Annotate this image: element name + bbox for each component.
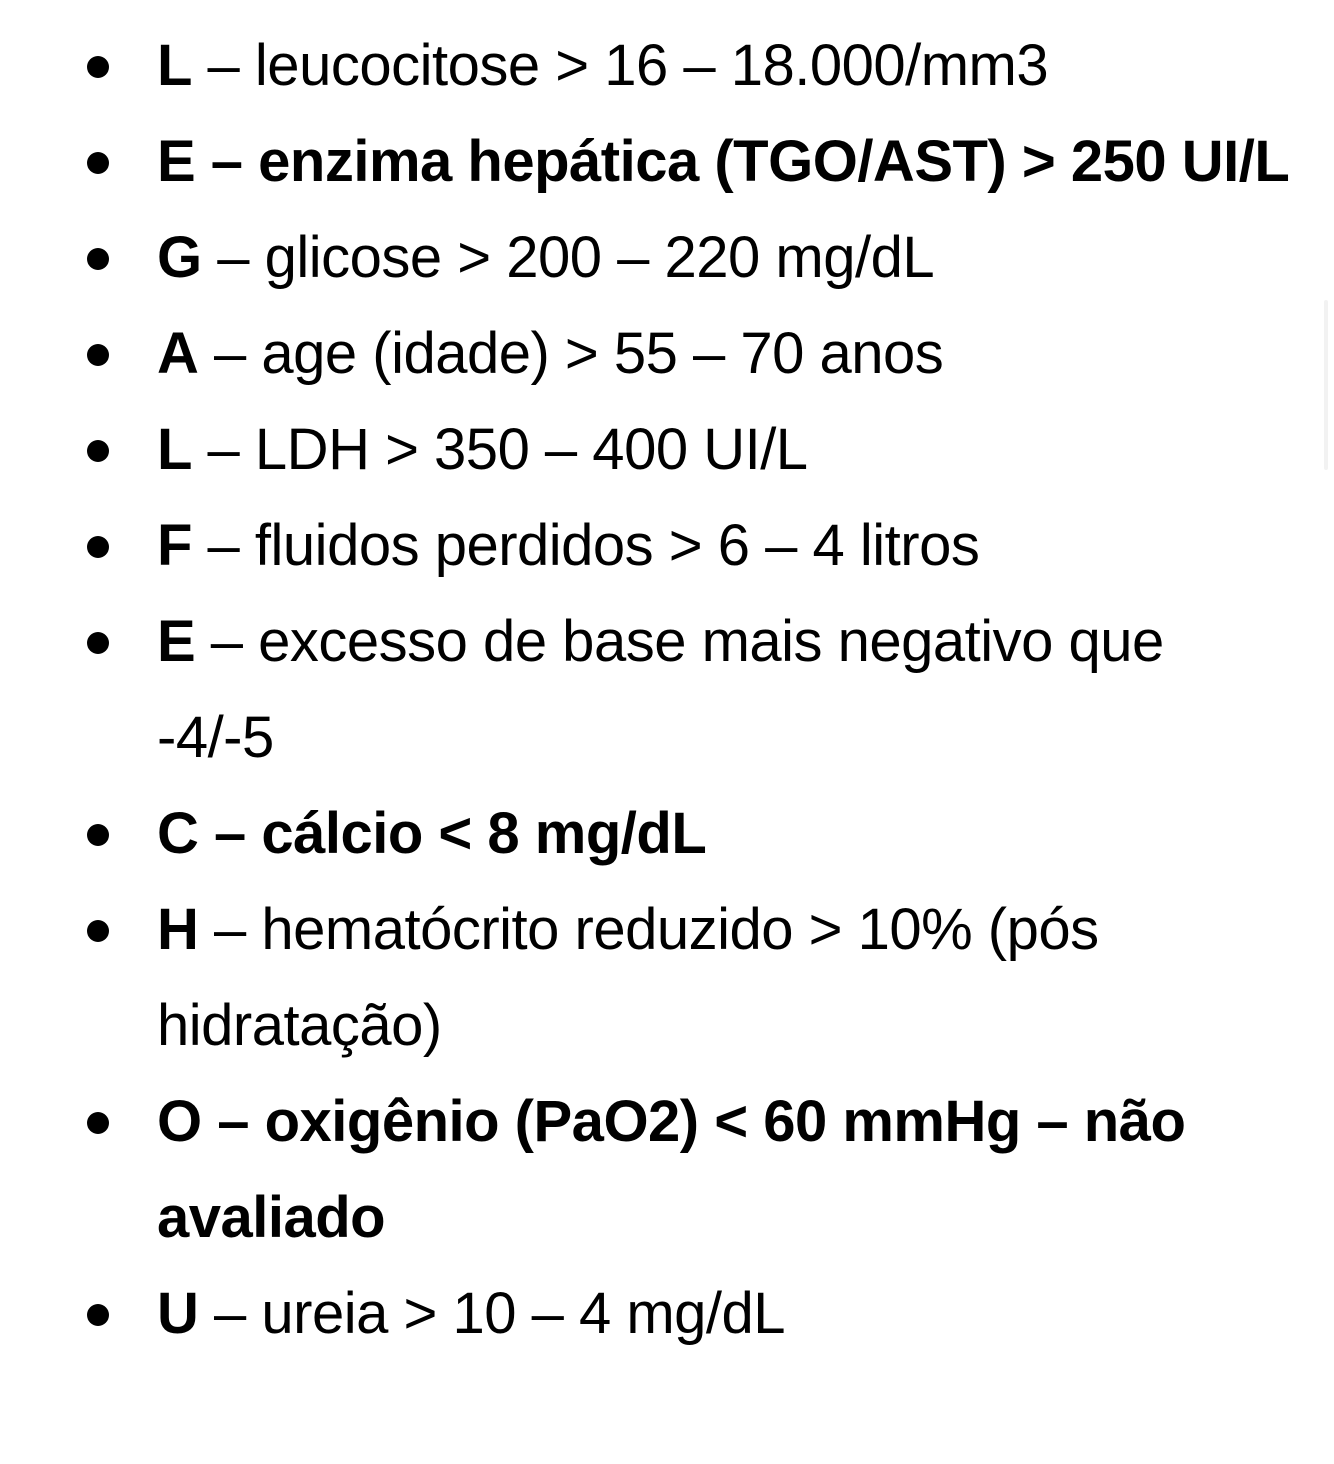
criteria-letter: E (157, 609, 196, 674)
criteria-text: – hematócrito reduzido > 10% (pós hidratação) (157, 897, 1099, 1058)
criteria-item-leucocitose (0, 18, 1334, 114)
bullet-icon (87, 344, 109, 366)
bullet-icon (87, 1304, 109, 1326)
criteria-text: – fluidos perdidos > 6 – 4 litros (191, 513, 980, 578)
criteria-item-hematocrito (0, 882, 1334, 1074)
criteria-item-oxigenio (0, 1074, 1334, 1266)
criteria-letter: G (157, 225, 202, 290)
criteria-text: – age (idade) > 55 – 70 anos (198, 321, 944, 386)
scrollbar[interactable] (1324, 300, 1328, 470)
criteria-letter: O (157, 1089, 202, 1154)
bullet-icon (87, 1112, 109, 1134)
criteria-text: – leucocitose > 16 – 18.000/mm3 (191, 33, 1049, 98)
criteria-letter: L (157, 33, 192, 98)
criteria-letter: H (157, 897, 199, 962)
criteria-item-enzima-hepatica (0, 114, 1334, 210)
criteria-letter: A (157, 321, 199, 386)
criteria-text: – excesso de base mais negativo que -4/-5 (157, 609, 1164, 770)
criteria-item-ldh (0, 402, 1334, 498)
bullet-icon (87, 56, 109, 78)
criteria-letter: C (157, 801, 199, 866)
criteria-text: – cálcio < 8 mg/dL (198, 801, 707, 866)
bullet-icon (87, 632, 109, 654)
criteria-item-excesso-de-base (0, 594, 1334, 786)
bullet-icon (87, 152, 109, 174)
criteria-letter: U (157, 1281, 199, 1346)
criteria-list (0, 18, 1334, 1362)
criteria-letter: L (157, 417, 192, 482)
criteria-text: – ureia > 10 – 4 mg/dL (198, 1281, 786, 1346)
criteria-text: – LDH > 350 – 400 UI/L (191, 417, 808, 482)
criteria-item-ureia (0, 1266, 1334, 1362)
criteria-item-age (0, 306, 1334, 402)
criteria-letter: F (157, 513, 192, 578)
criteria-item-calcio (0, 786, 1334, 882)
bullet-icon (87, 536, 109, 558)
bullet-icon (87, 824, 109, 846)
bullet-icon (87, 440, 109, 462)
bullet-icon (87, 920, 109, 942)
criteria-letter: E (157, 129, 196, 194)
criteria-text: – oxigênio (PaO2) < 60 mmHg – não avaliado (157, 1089, 1186, 1250)
criteria-item-fluidos (0, 498, 1334, 594)
criteria-item-glicose (0, 210, 1334, 306)
criteria-text: – glicose > 200 – 220 mg/dL (201, 225, 935, 290)
criteria-text: – enzima hepática (TGO/AST) > 250 UI/L (195, 129, 1290, 194)
bullet-icon (87, 248, 109, 270)
